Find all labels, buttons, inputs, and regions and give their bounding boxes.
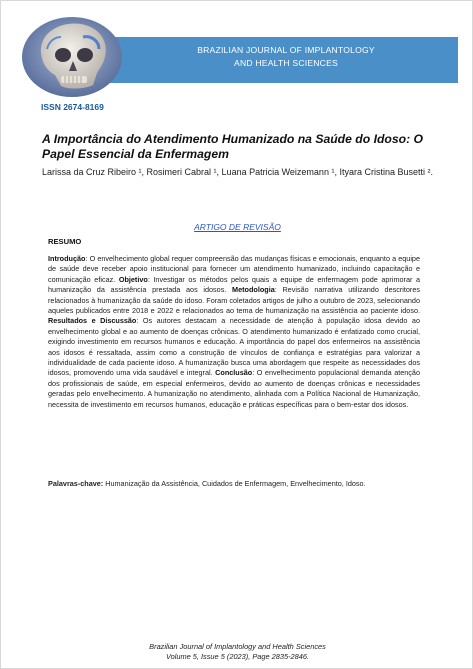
intro-label: Introdução: [48, 254, 86, 263]
methodology-label: Metodologia: [232, 285, 275, 295]
journal-name-line1: BRAZILIAN JOURNAL OF IMPLANTOLOGY: [197, 45, 375, 55]
journal-name: [171, 44, 401, 70]
article-title: A Importância do Atendimento Humanizado na Saúde do Idoso: O Papel Essencial da Enfermagem: [42, 132, 423, 161]
objective-label: Objetivo: [118, 274, 148, 284]
intro-text: : O envelhecimento global requer compreensão das mudanças físicas e emocionais, enquanto a equipe de saúde deve receber apoio institucional para fornecer um atendimento humanizado, incluindo capacitação e comunicação eficaz.: [48, 254, 420, 284]
results-label: Resultados e Discussão: [48, 316, 137, 326]
keywords: [48, 479, 420, 489]
journal-banner: [71, 37, 458, 83]
abstract-heading: RESUMO: [48, 237, 82, 246]
methodology-text: : Revisão narrativa utilizando descritores relacionados à humanização da saúde do idoso. Foram coletados artigos de julho a outubro de 2023, selecionando aqueles publicados entre 2018 e 2022 e relacionados ao tema de humanização na assistência ao paciente idoso.: [48, 285, 420, 316]
page-footer: [1, 642, 473, 662]
keywords-text: Humanização da Assistência, Cuidados de Enfermagem, Envelhecimento, Idoso.: [103, 479, 366, 488]
skull-logo-icon: [19, 15, 125, 99]
footer-journal: Brazilian Journal of Implantology and Health Sciences: [149, 642, 326, 651]
footer-volume: Volume 5, Issue 5 (2023), Page 2835-2846.: [165, 652, 310, 661]
objective-text: : Investigar os métodos pelos quais a equipe de enfermagem pode aprimorar a humanização da assistência prestada aos idosos.: [48, 274, 420, 295]
article-authors: Larissa da Cruz Ribeiro ¹, Rosimeri Cabral ¹, Luana Patricia Weizemann ¹, Ityara Cristina Busetti ².: [42, 167, 433, 177]
abstract-body: [48, 254, 420, 410]
issn: ISSN 2674-8169: [41, 102, 104, 112]
keywords-label: Palavras-chave:: [48, 479, 104, 488]
conclusion-label: Conclusão: [215, 368, 253, 378]
results-text: : Os autores destacam a necessidade de atenção à população idosa devido ao envelhecimento global e ao aumento de doenças crônicas. O atendimento humanizado é enfatizado como crucial, exigindo investimento em recursos humanos e educação. A importância do papel dos enfermeiros na assistência aos idosos é ressaltada, assim como a construção de vínculos de confiança e estratégias para valorizar a individualidade de cada paciente idoso. A humanização busca uma abordagem que respeite as necessidades dos idosos, promovendo uma vida saudável e integral.: [48, 316, 420, 378]
conclusion-text: : O envelhecimento populacional demanda atenção dos profissionais de saúde, em especial enfermeiros, devido ao aumento de doenças crônicas e necessidades geradas pelo envelhecimento. A humanização no atendimento, alinhada com a Política Nacional de Humanização, necessita de investimento em recursos humanos, educação e práticas específicas para o bem-estar dos idosos.: [48, 368, 420, 409]
journal-name-line2: AND HEALTH SCIENCES: [234, 58, 338, 68]
article-type-link[interactable]: ARTIGO DE REVISÃO: [194, 222, 281, 232]
